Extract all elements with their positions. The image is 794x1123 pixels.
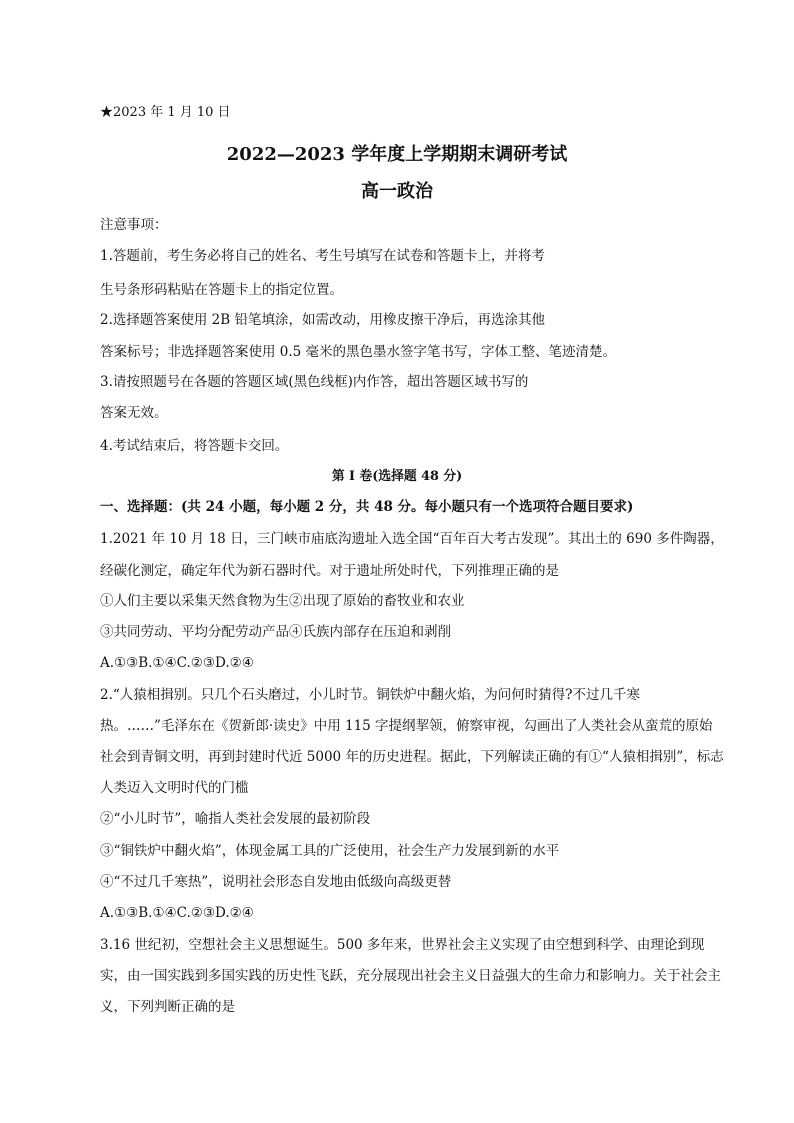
question-line: 义，下列判断正确的是	[100, 999, 235, 1015]
note-line: 答案无效。	[100, 405, 168, 421]
question-option-line: ③共同劳动、平均分配劳动产品④氏族内部存在压迫和剥削	[100, 624, 451, 640]
question-line: 经碳化测定，确定年代为新石器时代。对于遗址所处时代，下列推理正确的是	[100, 563, 559, 579]
question-line: 社会到青铜文明，再到封建时代近 5000 年的历史进程。据此，下列解读正确的有①“人猿相揖别”，标志	[100, 749, 724, 765]
question-option-line: ③“铜铁炉中翻火焰”，体现金属工具的广泛使用，社会生产力发展到新的水平	[100, 843, 560, 859]
exam-subject: 高一政治	[361, 181, 433, 202]
part1-instruction: 一、选择题：(共 24 小题，每小题 2 分，共 48 分。每小题只有一个选项符合题目要求)	[100, 499, 634, 515]
question-answers: A.①③B.①④C.②③D.②④	[100, 655, 254, 671]
note-line: 2.选择题答案使用 2B 铅笔填涂，如需改动，用橡皮擦干净后，再选涂其他	[100, 312, 545, 328]
note-line: 生号条形码粘贴在答题卡上的指定位置。	[100, 282, 343, 298]
note-line: 3.请按照题号在各题的答题区域(黑色线框)内作答，超出答题区域书写的	[100, 374, 529, 390]
note-line: 1.答题前，考生务必将自己的姓名、考生号填写在试卷和答题卡上，并将考	[100, 248, 545, 264]
question-answers: A.①③B.①④C.②③D.②④	[100, 905, 254, 921]
question-line: 热。……”毛泽东在《贺新郎·读史》中用 115 字提纲挈领，俯察审视，勾画出了人类社会从蛮荒的原始	[100, 718, 713, 734]
question-line: 2.“人猿相揖别。只几个石头磨过，小儿时节。铜铁炉中翻火焰，为问何时猜得?不过几千寒	[100, 687, 641, 703]
question-option-line: ②“小儿时节”，喻指人类社会发展的最初阶段	[100, 811, 371, 827]
notes-heading: 注意事项：	[100, 217, 168, 233]
question-line: 人类迈入文明时代的门槛	[100, 780, 249, 796]
question-option-line: ④“不过几千寒热”，说明社会形态自发地由低级向高级更替	[100, 874, 452, 890]
exam-title: 2022—2023 学年度上学期期末调研考试	[226, 144, 568, 165]
question-line: 3.16 世纪初，空想社会主义思想诞生。500 多年来，世界社会主义实现了由空想到科学、由理论到现	[100, 937, 705, 953]
question-option-line: ①人们主要以采集天然食物为生②出现了原始的畜牧业和农业	[100, 593, 465, 609]
note-line: 4.考试结束后，将答题卡交回。	[100, 438, 289, 454]
question-line: 实，由一国实践到多国实践的历史性飞跃，充分展现出社会主义日益强大的生命力和影响力。关于社会主	[100, 968, 721, 984]
part1-heading: 第 I 卷(选择题 48 分)	[331, 469, 463, 484]
exam-date: ★2023 年 1 月 10 日	[100, 105, 231, 120]
question-line: 1.2021 年 10 月 18 日，三门峡市庙底沟遗址入选全国“百年百大考古发现”。其出土的 690 多件陶器，	[100, 531, 724, 547]
note-line: 答案标号；非选择题答案使用 0.5 毫米的黑色墨水签字笔书写，字体工整、笔迹清楚。	[100, 344, 617, 360]
